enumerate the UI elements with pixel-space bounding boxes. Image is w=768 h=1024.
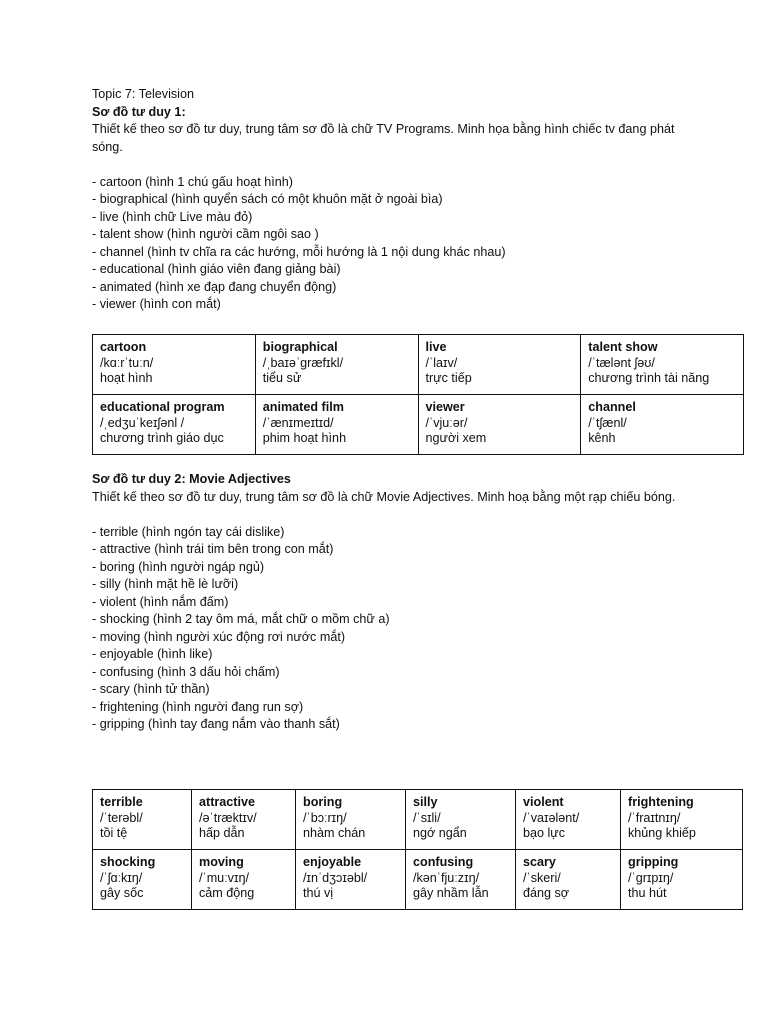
vocab-word: moving [199, 855, 244, 869]
list-item: - live (hình chữ Live màu đỏ) [92, 209, 253, 224]
vocab-word: boring [303, 795, 343, 809]
vocab-word: biographical [262, 340, 338, 354]
vocab-word: violent [523, 795, 564, 809]
list-item: - terrible (hình ngón tay cái dislike) [92, 524, 285, 539]
vocab-word: enjoyable [303, 855, 362, 869]
section-movie-adjectives [92, 471, 744, 734]
table-row [93, 335, 744, 395]
vocab-cell [581, 335, 744, 395]
vocab-ipa: /ˈterəbl/ [100, 810, 143, 825]
vocab-meaning: gây sốc [100, 886, 144, 900]
vocab-cell [621, 790, 743, 850]
vocab-meaning: kênh [588, 431, 616, 445]
list-item: - scary (hình tử thần) [92, 682, 210, 696]
vocab-ipa: /ˈmuːvɪŋ/ [199, 870, 249, 885]
vocab-cell [516, 790, 621, 850]
list-item: - biographical (hình quyển sách có một khuôn mặt ở ngoài bìa) [92, 192, 443, 206]
vocab-cell [516, 850, 621, 910]
mindmap2-heading: Sơ đồ tư duy 2: Movie Adjectives [92, 472, 291, 486]
mindmap2-description: Thiết kế theo sơ đồ tư duy, trung tâm sơ đồ là chữ Movie Adjectives. Minh hoạ bằng một rạp chiếu bóng. [92, 489, 676, 504]
vocab-cell [255, 335, 418, 395]
list-item: - animated (hình xe đạp đang chuyển động) [92, 279, 337, 294]
vocab-meaning: bạo lực [523, 826, 566, 840]
topic-title: Topic 7: Television [92, 87, 194, 101]
vocab-ipa: /ˈtʃænl/ [588, 415, 627, 430]
vocab-meaning: hoạt hình [100, 371, 153, 385]
spacer [92, 156, 744, 174]
vocab-cell [418, 395, 581, 455]
vocab-meaning: gây nhầm lẫn [413, 886, 489, 900]
vocab-cell [581, 395, 744, 455]
list-item: - moving (hình người xúc động rơi nước mắt) [92, 629, 346, 644]
vocab-cell [93, 335, 256, 395]
list-item: - educational (hình giáo viên đang giảng bài) [92, 262, 341, 276]
vocab-ipa: /ˈsɪli/ [413, 810, 441, 825]
vocab-cell [406, 850, 516, 910]
list-item: - confusing (hình 3 dấu hỏi chấm) [92, 664, 280, 679]
vocab-meaning: khủng khiếp [628, 826, 696, 840]
table-row [93, 850, 743, 910]
vocab-meaning: cảm động [199, 886, 255, 900]
vocab-meaning: nhàm chán [303, 826, 366, 840]
list-item: - enjoyable (hình like) [92, 647, 213, 661]
vocab-cell [93, 395, 256, 455]
vocab-ipa: /ˈʃɑːkɪŋ/ [100, 870, 143, 885]
vocab-word: frightening [628, 795, 694, 809]
vocab-word: silly [413, 795, 438, 809]
vocab-ipa: /əˈtræktɪv/ [199, 810, 257, 825]
vocab-meaning: chương trình giáo dục [100, 431, 224, 445]
vocab-word: cartoon [100, 340, 147, 354]
vocab-cell [296, 790, 406, 850]
mindmap2-item-list [92, 524, 744, 734]
vocab-meaning: hấp dẫn [199, 826, 245, 840]
vocab-ipa: /ˌbaɪəˈɡræfɪkl/ [262, 355, 344, 370]
vocab-cell [192, 790, 296, 850]
vocab-meaning: đáng sợ [523, 886, 570, 900]
list-item: - channel (hình tv chĩa ra các hướng, mỗi hướng là 1 nội dung khác nhau) [92, 244, 506, 259]
vocab-word: attractive [199, 795, 256, 809]
vocab-ipa: /ˈvaɪələnt/ [523, 810, 580, 825]
list-item: - violent (hình nắm đấm) [92, 594, 229, 609]
vocab-table-tv-programs [92, 334, 744, 455]
vocab-word: terrible [100, 795, 143, 809]
vocab-meaning: chương trình tài năng [588, 371, 710, 385]
mindmap1-item-list [92, 174, 744, 314]
table-row [93, 790, 743, 850]
list-item: - boring (hình người ngáp ngủ) [92, 559, 265, 574]
vocab-word: confusing [413, 855, 474, 869]
vocab-word: animated film [262, 400, 344, 414]
vocab-cell [93, 790, 192, 850]
vocab-word: viewer [425, 400, 465, 414]
vocab-ipa: /ˈlaɪv/ [425, 355, 458, 370]
mindmap1-description: Thiết kế theo sơ đồ tư duy, trung tâm sơ đồ là chữ TV Programs. Minh họa bằng hình chiếc tv đang phát sóng. [92, 122, 675, 154]
vocab-ipa: /ˌedʒuˈkeɪʃənl / [100, 415, 185, 430]
list-item: - viewer (hình con mắt) [92, 297, 221, 311]
mindmap1-heading: Sơ đồ tư duy 1: [92, 104, 186, 119]
spacer [92, 506, 744, 524]
vocab-cell [192, 850, 296, 910]
vocab-cell [296, 850, 406, 910]
vocab-ipa: /ˈɡrɪpɪŋ/ [628, 870, 674, 885]
vocab-word: shocking [100, 855, 156, 869]
list-item: - silly (hình mặt hề lè lưỡi) [92, 577, 239, 591]
vocab-ipa: /ˈbɔːrɪŋ/ [303, 810, 347, 825]
vocab-meaning: tồi tệ [100, 826, 128, 840]
vocab-cell [255, 395, 418, 455]
vocab-cell [418, 335, 581, 395]
table-row [93, 395, 744, 455]
vocab-meaning: thu hút [628, 886, 667, 900]
vocab-ipa: /kənˈfjuːzɪŋ/ [413, 870, 480, 885]
vocab-meaning: người xem [425, 431, 487, 445]
vocab-table-movie-adjectives [92, 789, 743, 910]
vocab-cell [406, 790, 516, 850]
document-body [92, 86, 744, 314]
vocab-ipa: /ɪnˈdʒɔɪəbl/ [303, 870, 368, 885]
vocab-word: educational program [100, 400, 225, 414]
vocab-word: talent show [588, 340, 658, 354]
vocab-cell [621, 850, 743, 910]
vocab-ipa: /ˈænɪmeɪtɪd/ [262, 415, 334, 430]
list-item: - shocking (hình 2 tay ôm má, mắt chữ o mồm chữ a) [92, 612, 390, 626]
vocab-meaning: tiểu sử [262, 371, 302, 385]
vocab-meaning: phim hoạt hình [262, 431, 347, 445]
vocab-meaning: trực tiếp [425, 371, 472, 385]
vocab-meaning: thú vị [303, 886, 334, 900]
vocab-ipa: /ˈvjuːər/ [425, 415, 468, 430]
vocab-ipa: /ˈtælənt ʃəʊ/ [588, 355, 655, 370]
vocab-word: scary [523, 855, 556, 869]
list-item: - gripping (hình tay đang nắm vào thanh sắt) [92, 717, 340, 731]
vocab-ipa: /ˈskeri/ [523, 870, 561, 885]
list-item: - talent show (hình người cầm ngôi sao ) [92, 227, 319, 241]
vocab-ipa: /ˈfraɪtnɪŋ/ [628, 810, 681, 825]
list-item: - cartoon (hình 1 chú gấu hoạt hình) [92, 174, 293, 189]
vocab-word: live [425, 340, 447, 354]
vocab-ipa: /kɑːrˈtuːn/ [100, 355, 154, 370]
list-item: - frightening (hình người đang run sợ) [92, 699, 304, 714]
list-item: - attractive (hình trái tim bên trong con mắt) [92, 542, 334, 556]
vocab-meaning: ngớ ngẩn [413, 826, 467, 840]
vocab-word: channel [588, 400, 636, 414]
vocab-word: gripping [628, 855, 679, 869]
vocab-cell [93, 850, 192, 910]
